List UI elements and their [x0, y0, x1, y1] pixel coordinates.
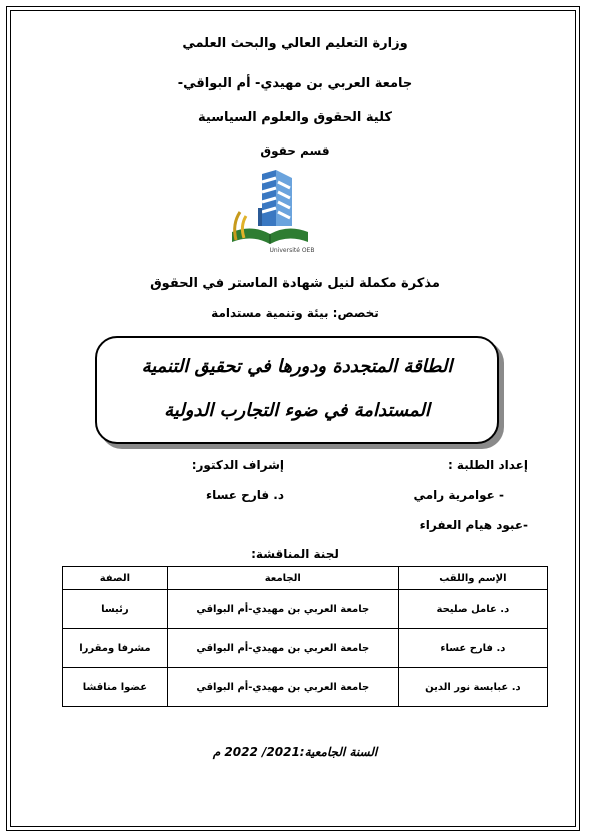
ministry-heading: وزارة التعليم العالي والبحث العلمي: [182, 36, 408, 51]
member-role: مشرفا ومقررا: [63, 629, 168, 668]
member-name: د. عامل صليحة: [398, 590, 547, 629]
table-row: [63, 590, 548, 629]
member-role: رئيسا: [63, 590, 168, 629]
header-university: الجامعة: [167, 567, 398, 590]
table-row: [63, 629, 548, 668]
logo-caption: Université OEB: [269, 247, 315, 254]
student-name-2: -عبود هيام العفراء: [419, 518, 528, 532]
thesis-title-line-2: المستدامة في ضوء التجارب الدولية: [164, 400, 430, 421]
member-university: جامعة العربي بن مهيدي-أم البواقي: [167, 590, 398, 629]
member-name: د. فارح عساء: [398, 629, 547, 668]
faculty-heading: كلية الحقوق والعلوم السياسية: [198, 110, 392, 125]
member-university: جامعة العربي بن مهيدي-أم البواقي: [167, 668, 398, 707]
specialization: تخصص: بيئة وتنمية مستدامة: [211, 306, 379, 320]
member-name: د. عبابسة نور الدين: [398, 668, 547, 707]
supervisor-name: د. فارح عساء: [205, 488, 284, 502]
supervised-by-label: إشراف الدكتور:: [191, 458, 284, 472]
thesis-purpose: مذكرة مكملة لنيل شهادة الماستر في الحقوق: [150, 276, 440, 291]
header-role: الصفة: [63, 567, 168, 590]
academic-year: السنة الجامعية:2021/ 2022 م: [212, 745, 378, 759]
table-header-row: [63, 567, 548, 590]
thesis-title-line-1: الطاقة المتجددة ودورها في تحقيق التنمية: [141, 356, 453, 377]
logo-building-icon: [258, 170, 292, 226]
department-heading: قسم حقوق: [260, 144, 330, 158]
university-heading: جامعة العربي بن مهيدي- أم البواقي-: [177, 76, 413, 91]
member-university: جامعة العربي بن مهيدي-أم البواقي: [167, 629, 398, 668]
university-logo: [222, 168, 318, 258]
header-name: الإسم واللقب: [398, 567, 547, 590]
table-row: [63, 668, 548, 707]
prepared-by-label: إعداد الطلبة :: [447, 458, 528, 472]
thesis-title-box: [95, 336, 499, 444]
student-name-1: - عوامرية رامي: [413, 488, 504, 502]
member-role: عضوا مناقشا: [63, 668, 168, 707]
committee-table: [62, 566, 548, 707]
committee-label: لجنة المناقشة:: [251, 547, 339, 561]
